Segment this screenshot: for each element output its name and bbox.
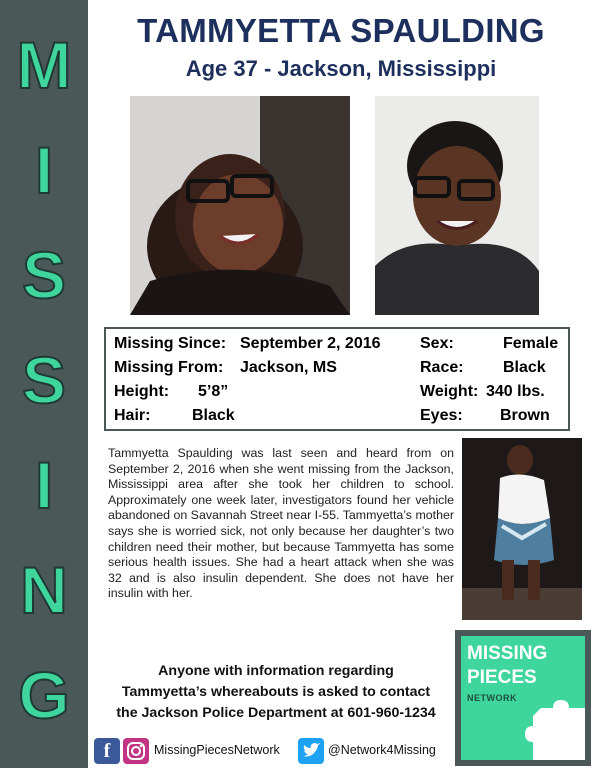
contact-message (100, 661, 452, 724)
missing-since-value: September 2, 2016 (240, 335, 381, 352)
contact-line-2: Tammyetta’s whereabouts is asked to contact (121, 684, 431, 700)
banner-letter-m: M (16, 28, 72, 102)
social-links (94, 738, 454, 764)
race-label: Race: (420, 359, 464, 376)
sex-label: Sex: (420, 335, 454, 352)
photo-portrait-1 (130, 96, 350, 315)
case-description: Tammyetta Spaulding was last seen and heard from on September 2, 2016 when she went missing from the Jackson, Mississippi area after she took her children to school. Approximately one week later, investigators found her vehicle abandoned on Savannah Street near I-55. Tammyetta’s mother says she is worried sick, not only because her daughter’s two children need their mother, but because Tammyetta has some serious health issues. She had a heart attack when she was 32 and is also insulin dependent. She does not have her insulin with her. (108, 446, 455, 601)
height-label: Height: (114, 383, 170, 400)
hair-value: Black (192, 407, 235, 424)
instagram-icon[interactable] (123, 738, 149, 764)
contact-line-3: the Jackson Police Department at 601-960-1234 (116, 705, 436, 721)
logo-line-2: PIECES (467, 667, 537, 688)
twitter-handle[interactable]: @Network4Missing (328, 743, 436, 757)
puzzle-piece-icon (523, 698, 585, 760)
twitter-icon[interactable] (298, 738, 324, 764)
missing-pieces-logo (455, 630, 591, 766)
photo-full-body (462, 438, 582, 620)
weight-label: Weight: (420, 383, 479, 400)
weight-value: 340 lbs. (486, 383, 545, 400)
missing-since-label: Missing Since: (114, 335, 227, 352)
race-value: Black (503, 359, 546, 376)
height-value: 5’8” (198, 383, 229, 400)
banner-letter-n: N (20, 553, 68, 627)
logo-line-1: MISSING (467, 643, 548, 664)
banner-letter-i2: I (34, 448, 54, 522)
contact-line-1: Anyone with information regarding (158, 663, 394, 679)
facebook-icon[interactable]: f (94, 738, 120, 764)
person-name: TAMMYETTA SPAULDING (137, 12, 545, 49)
missing-from-label: Missing From: (114, 359, 224, 376)
sex-value: Female (503, 335, 559, 352)
missing-banner (0, 0, 88, 768)
person-age-location: Age 37 - Jackson, Mississippi (185, 56, 497, 81)
banner-letter-g: G (18, 658, 70, 732)
facebook-instagram-handle[interactable]: MissingPiecesNetwork (154, 743, 280, 757)
missing-from-value: Jackson, MS (240, 359, 337, 376)
banner-letter-i: I (34, 133, 54, 207)
eyes-value: Brown (500, 407, 550, 424)
hair-label: Hair: (114, 407, 151, 424)
details-box (104, 327, 570, 431)
photo-portrait-2 (375, 96, 539, 315)
logo-line-3: NETWORK (467, 693, 517, 703)
eyes-label: Eyes: (420, 407, 463, 424)
banner-letter-s: S (21, 238, 67, 312)
banner-letter-s2: S (21, 343, 67, 417)
